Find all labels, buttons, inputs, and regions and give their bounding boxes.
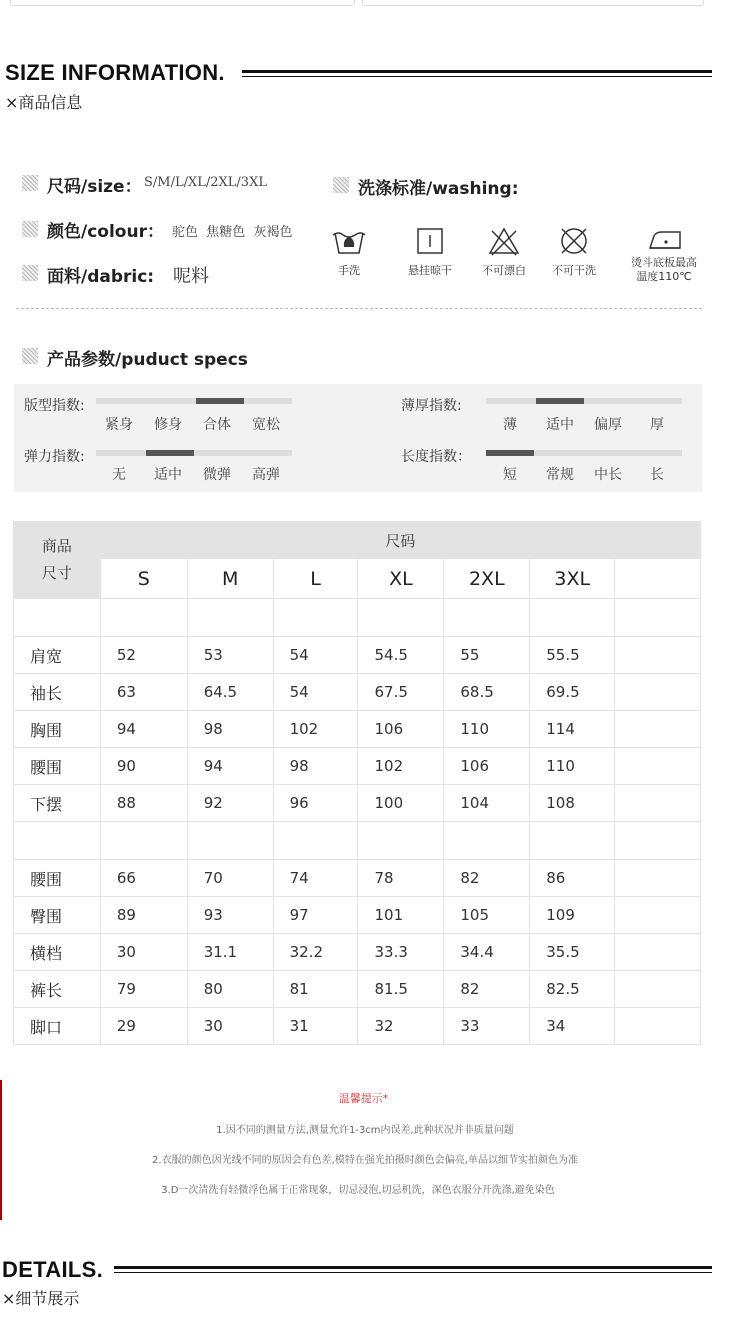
row-label: 腰围 xyxy=(14,860,101,897)
table-corner: 商品 尺寸 xyxy=(14,522,101,599)
specs-title: 产品参数/puduct specs xyxy=(47,350,248,370)
table-cell: 82 xyxy=(444,971,530,1008)
table-cell: 81.5 xyxy=(358,971,444,1008)
table-cell: 34.4 xyxy=(444,934,530,971)
table-row xyxy=(14,1008,701,1045)
elastic-option: 无 xyxy=(112,467,126,483)
size-col-header: S xyxy=(100,559,187,599)
top-card-left xyxy=(10,0,355,6)
elastic-scale xyxy=(96,450,292,456)
fabric-value: 呢料 xyxy=(173,266,209,287)
no-bleach-icon xyxy=(484,225,524,263)
elastic-option: 微弹 xyxy=(203,467,231,483)
table-cell: 34 xyxy=(530,1008,615,1045)
table-cell: 89 xyxy=(100,897,187,934)
fit-scale xyxy=(96,398,292,404)
colour-label: 颜色/colour： xyxy=(47,222,164,242)
table-spacer-row xyxy=(14,822,701,860)
length-option: 常规 xyxy=(546,467,574,483)
table-cell: 100 xyxy=(358,785,444,822)
table-cell-empty xyxy=(615,860,701,897)
size-col-header: L xyxy=(273,559,358,599)
wash-label-dry-clean: 不可干洗 xyxy=(552,264,596,277)
table-cell: 33 xyxy=(444,1008,530,1045)
length-option: 中长 xyxy=(594,467,622,483)
table-cell-empty xyxy=(615,934,701,971)
tips-title: 温馨提示* xyxy=(338,1092,389,1105)
bullet-square xyxy=(22,265,38,281)
length-label: 长度指数： xyxy=(401,449,471,465)
tip-line: 1.因不同的测量方法,测量允许1-3cm内误差,此种状况并非质量问题 xyxy=(216,1125,514,1136)
row-label: 袖长 xyxy=(14,674,101,711)
top-card-right xyxy=(362,0,704,6)
length-option: 短 xyxy=(503,467,517,483)
size-information-subtitle: ×商品信息 xyxy=(5,93,83,112)
table-cell: 78 xyxy=(358,860,444,897)
length-marker xyxy=(486,450,534,456)
washing-label: 洗涤标准/washing: xyxy=(358,179,519,199)
fabric-label: 面料/dabric: xyxy=(47,267,155,287)
table-cell: 70 xyxy=(187,860,273,897)
table-cell-empty xyxy=(615,897,701,934)
table-cell: 63 xyxy=(100,674,187,711)
table-cell: 55 xyxy=(444,637,530,674)
table-row xyxy=(14,934,701,971)
size-col-header: M xyxy=(187,559,273,599)
table-cell-empty xyxy=(615,1008,701,1045)
wash-label-iron-2: 温度110℃ xyxy=(636,270,692,283)
table-cell: 98 xyxy=(187,711,273,748)
thickness-option: 适中 xyxy=(546,417,574,433)
table-cell: 29 xyxy=(100,1008,187,1045)
table-row xyxy=(14,897,701,934)
row-label: 裤长 xyxy=(14,971,101,1008)
row-label: 腰围 xyxy=(14,748,101,785)
table-cell-empty xyxy=(615,971,701,1008)
table-row xyxy=(14,674,701,711)
table-cell: 30 xyxy=(100,934,187,971)
table-cell: 109 xyxy=(530,897,615,934)
details-subtitle: ×细节展示 xyxy=(2,1289,80,1308)
wash-label-iron-1: 烫斗底板最高 xyxy=(631,256,697,269)
elastic-option: 高弹 xyxy=(252,467,280,483)
table-cell-empty xyxy=(615,674,701,711)
table-cell: 96 xyxy=(273,785,358,822)
table-cell: 52 xyxy=(100,637,187,674)
length-option: 长 xyxy=(650,467,664,483)
table-cell: 102 xyxy=(358,748,444,785)
table-cell: 81 xyxy=(273,971,358,1008)
thickness-option: 薄 xyxy=(503,417,517,433)
table-cell: 33.3 xyxy=(358,934,444,971)
table-cell: 102 xyxy=(273,711,358,748)
table-cell: 114 xyxy=(530,711,615,748)
fit-option: 宽松 xyxy=(252,417,280,433)
row-label: 横档 xyxy=(14,934,101,971)
row-label: 臀围 xyxy=(14,897,101,934)
size-value: S/M/L/XL/2XL/3XL xyxy=(144,175,267,190)
table-cell: 98 xyxy=(273,748,358,785)
table-row xyxy=(14,748,701,785)
bullet-square xyxy=(22,175,38,191)
table-cell: 74 xyxy=(273,860,358,897)
table-cell: 68.5 xyxy=(444,674,530,711)
table-cell-empty xyxy=(615,559,701,599)
dashed-divider xyxy=(16,308,702,309)
table-cell: 66 xyxy=(100,860,187,897)
table-cell: 32 xyxy=(358,1008,444,1045)
tip-line: 3.D一次清洗有轻微浮色属于正常现象，切忌浸泡,切忌机洗，深色衣服分开洗涤,避免染色 xyxy=(161,1185,555,1196)
table-cell-empty xyxy=(615,748,701,785)
row-label: 胸围 xyxy=(14,711,101,748)
table-cell: 64.5 xyxy=(187,674,273,711)
table-cell: 108 xyxy=(530,785,615,822)
size-label: 尺码/size： xyxy=(47,177,142,197)
no-dry-clean-icon xyxy=(554,225,594,263)
table-row xyxy=(14,785,701,822)
size-col-header: 2XL xyxy=(444,559,530,599)
table-cell: 82 xyxy=(444,860,530,897)
table-cell: 86 xyxy=(530,860,615,897)
table-cell: 80 xyxy=(187,971,273,1008)
elastic-option: 适中 xyxy=(154,467,182,483)
thickness-scale xyxy=(486,398,682,404)
wash-label-bleach: 不可漂白 xyxy=(482,264,526,277)
wash-label-hand: 手洗 xyxy=(338,264,360,277)
tip-line: 2.衣服的颜色因光线不同的原因会有色差,模特在强光拍摄时颜色会偏亮,单品以细节实拍颜色为准 xyxy=(152,1155,578,1166)
wash-label-hang: 悬挂晾干 xyxy=(408,264,452,277)
table-row xyxy=(14,637,701,674)
thickness-marker xyxy=(536,398,584,404)
table-cell: 31 xyxy=(273,1008,358,1045)
hand-wash-icon xyxy=(329,225,369,263)
table-cell: 30 xyxy=(187,1008,273,1045)
table-cell: 110 xyxy=(444,711,530,748)
table-cell: 93 xyxy=(187,897,273,934)
table-cell: 106 xyxy=(444,748,530,785)
table-cell: 82.5 xyxy=(530,971,615,1008)
table-cell-empty xyxy=(615,637,701,674)
table-cell: 110 xyxy=(530,748,615,785)
table-cell: 90 xyxy=(100,748,187,785)
fit-marker xyxy=(196,398,244,404)
table-cell: 67.5 xyxy=(358,674,444,711)
table-cell: 105 xyxy=(444,897,530,934)
table-cell: 69.5 xyxy=(530,674,615,711)
table-row xyxy=(14,860,701,897)
size-col-header: XL xyxy=(358,559,444,599)
bullet-square xyxy=(22,348,38,364)
fit-label: 版型指数: xyxy=(24,398,85,414)
table-cell: 106 xyxy=(358,711,444,748)
size-col-header: 3XL xyxy=(530,559,615,599)
table-row xyxy=(14,971,701,1008)
table-cell: 92 xyxy=(187,785,273,822)
thickness-option: 厚 xyxy=(650,417,664,433)
fit-option: 合体 xyxy=(203,417,231,433)
row-label: 脚口 xyxy=(14,1008,101,1045)
hang-dry-icon xyxy=(410,225,450,263)
bullet-square xyxy=(333,177,349,193)
size-information-title: SIZE INFORMATION. xyxy=(5,60,225,85)
thickness-label: 薄厚指数: xyxy=(401,398,462,414)
heading-rule-thin xyxy=(242,76,712,77)
elastic-marker xyxy=(146,450,194,456)
details-title: DETAILS. xyxy=(2,1257,103,1282)
heading-rule xyxy=(242,70,712,73)
table-cell: 54 xyxy=(273,637,358,674)
table-cell: 32.2 xyxy=(273,934,358,971)
table-cell: 35.5 xyxy=(530,934,615,971)
fit-option: 修身 xyxy=(154,417,182,433)
thickness-option: 偏厚 xyxy=(594,417,622,433)
table-cell: 53 xyxy=(187,637,273,674)
elastic-label: 弹力指数: xyxy=(24,449,85,465)
table-cell: 55.5 xyxy=(530,637,615,674)
table-cell: 101 xyxy=(358,897,444,934)
table-cell: 104 xyxy=(444,785,530,822)
colour-value: 驼色 焦糖色 灰褐色 xyxy=(172,225,293,240)
table-cell: 97 xyxy=(273,897,358,934)
table-cell: 94 xyxy=(100,711,187,748)
table-cell-empty xyxy=(615,711,701,748)
bullet-square xyxy=(22,221,38,237)
table-cell-empty xyxy=(615,785,701,822)
size-header: 尺码 xyxy=(100,522,700,559)
table-spacer-row xyxy=(14,599,701,637)
table-row xyxy=(14,711,701,748)
table-cell: 79 xyxy=(100,971,187,1008)
row-label: 肩宽 xyxy=(14,637,101,674)
fit-option: 紧身 xyxy=(105,417,133,433)
table-cell: 88 xyxy=(100,785,187,822)
table-cell: 94 xyxy=(187,748,273,785)
table-cell: 54 xyxy=(273,674,358,711)
row-label: 下摆 xyxy=(14,785,101,822)
heading-rule xyxy=(114,1266,712,1269)
table-cell: 31.1 xyxy=(187,934,273,971)
heading-rule-thin xyxy=(114,1272,712,1273)
table-cell: 54.5 xyxy=(358,637,444,674)
size-table xyxy=(13,521,701,1045)
